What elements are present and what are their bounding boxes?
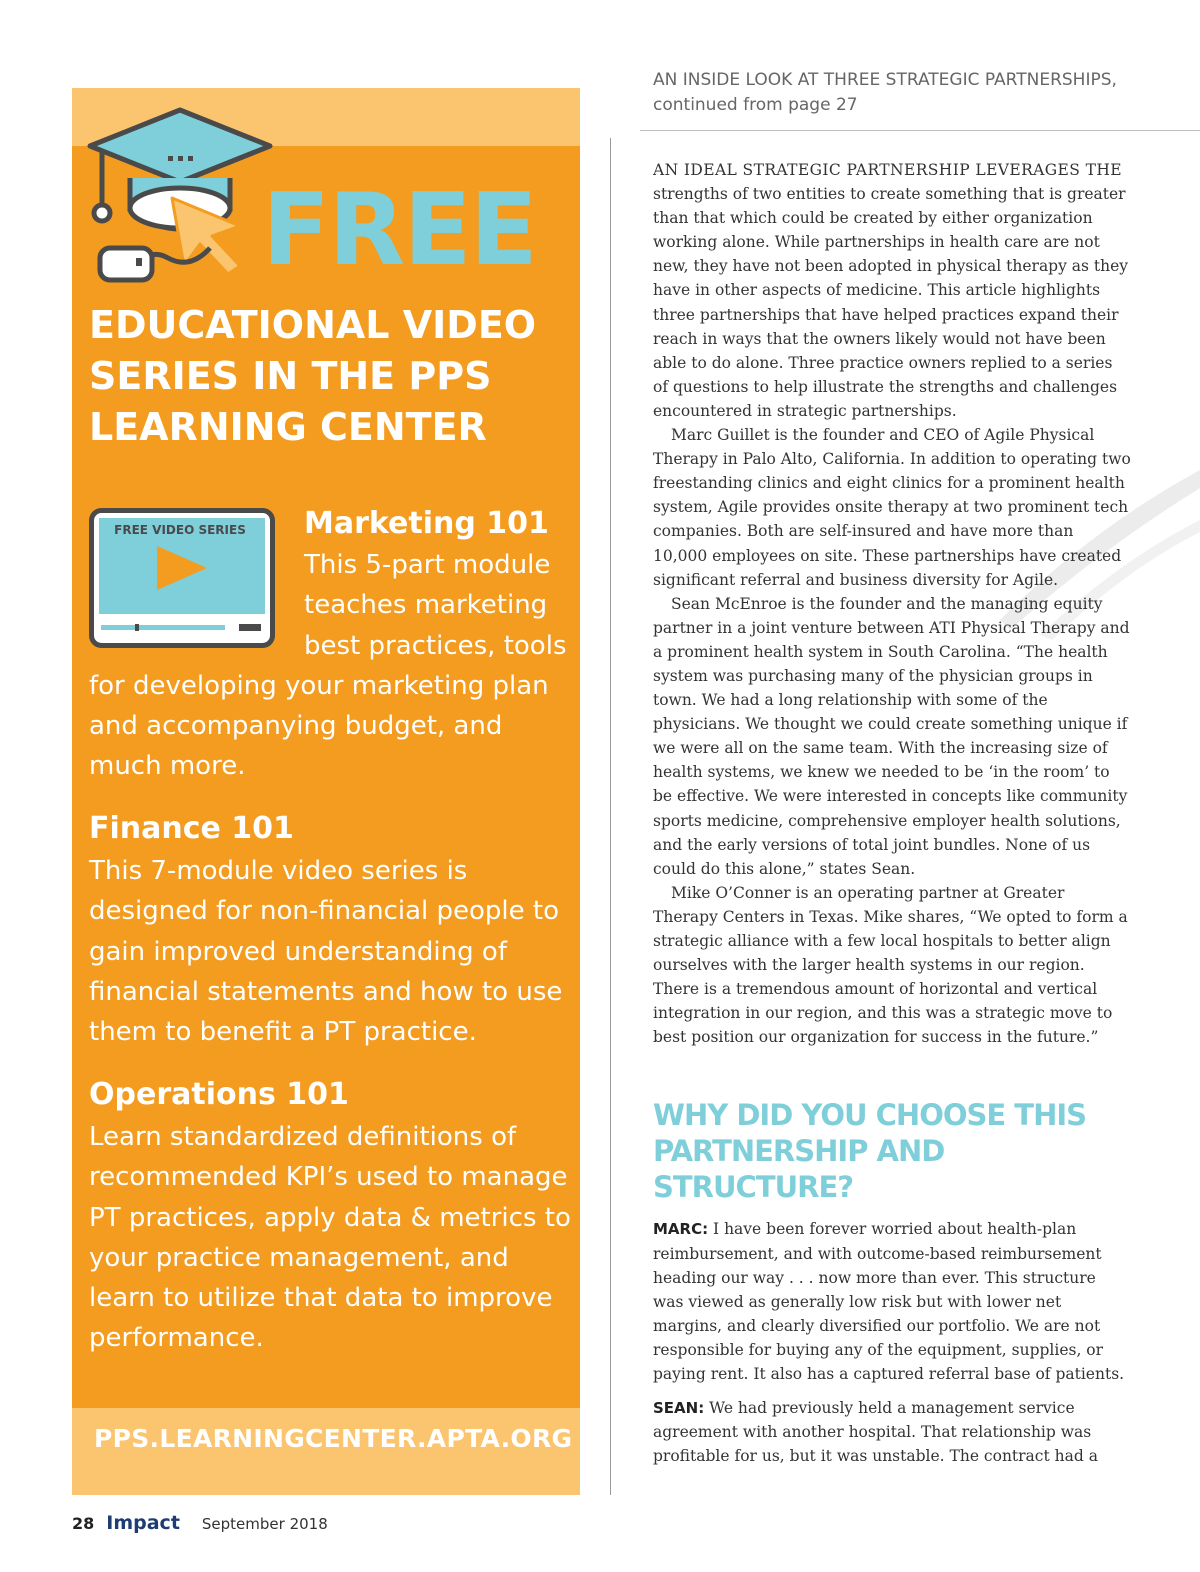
qa-marc (653, 1217, 1131, 1386)
learning-center-url[interactable]: PPS.LEARNINGCENTER.APTA.ORG (94, 1424, 573, 1453)
continued-from: continued from page 27 (653, 95, 858, 115)
promo-heading: EDUCATIONAL VIDEO SERIES IN THE PPS LEARNING CENTER (89, 303, 537, 449)
module-desc-marketing (89, 545, 575, 787)
qa-answer-sean: We had previously held a management service agreement with another hospital. That relationship was profitable for us, but it was unstable. The contract had a (653, 1399, 1098, 1466)
module-desc-finance: This 7-module video series is designed for non-financial people to gain improved understanding of financial statements and how to use them to benefit a PT practice. (89, 856, 563, 1048)
article-paragraph-3: Sean McEnroe is the founder and the managing equity partner in a joint venture between ATI Physical Therapy and a prominent health system in South Carolina. “The health system was purchasing many of the physician groups in town. We had a long relationship with some of the physicians. We thought we could create something unique if we were all on the same team. With the increasing size of health systems, we knew we needed to be ‘in the room’ to be effective. We were interested in concepts like community sports medicine, comprehensive employer health solutions, and the early versions of total joint bundles. None of us could do this alone,” states Sean. (653, 594, 1130, 878)
continued-title: AN INSIDE LOOK AT THREE STRATEGIC PARTNERSHIPS, (653, 70, 1117, 90)
module-desc-marketing-text: This 5-part module teaches marketing best practices, tools for developing your marketing plan and accompanying budget, and much more. (89, 550, 567, 782)
article-paragraph-1-text: strengths of two entities to create something that is greater than that which could be created by either organization working alone. While partnerships in health care are not new, they have not been adopted in physical therapy as they have in other aspects of medicine. This article highlights three partnerships that have helped practices expand their reach in ways that the owners likely would not have been able to do alone. Three practice owners replied to a series of questions to help illustrate the strengths and challenges encountered in strategic partnerships. (653, 185, 1129, 420)
header-rule (640, 130, 1200, 131)
module-title-marketing: Marketing 101 (304, 506, 549, 541)
issue-date: September 2018 (201, 1515, 328, 1533)
page-footer (72, 1512, 328, 1540)
continued-header (653, 68, 1117, 118)
magazine-name: Impact (106, 1512, 180, 1534)
article-paragraph-1 (653, 158, 1131, 423)
column-divider (610, 138, 611, 1495)
article-lead-caps: AN IDEAL STRATEGIC PARTNERSHIP LEVERAGES THE (653, 161, 1122, 179)
qa-speaker-sean: SEAN: (653, 1399, 705, 1418)
page-number: 28 (72, 1514, 95, 1533)
video-badge: FREE VIDEO SERIES (114, 523, 246, 537)
section-heading: WHY DID YOU CHOOSE THIS PARTNERSHIP AND STRUCTURE? (653, 1098, 1087, 1205)
qa-sean (653, 1396, 1131, 1468)
article-column (653, 158, 1131, 1478)
qa-speaker-marc: MARC: (653, 1220, 709, 1239)
qa-answer-marc: I have been forever worried about health-plan reimbursement, and with outcome-based reimbursement heading our way . . . now more than ever. This structure was viewed as generally low risk but with lower net margins, and clearly diversified our portfolio. We are not responsible for buying any of the equipment, supplies, or paying rent. It also has a captured referral base of patients. (653, 1220, 1125, 1384)
free-label: FREE (262, 171, 536, 288)
module-title-finance: Finance 101 (89, 811, 294, 846)
module-title-operations: Operations 101 (89, 1077, 349, 1112)
article-paragraph-2: Marc Guillet is the founder and CEO of Agile Physical Therapy in Palo Alto, California. In addition to operating two freestanding clinics and eight clinics for a prominent health system, Agile provides onsite therapy at two prominent tech companies. Both are self-insured and have more than 10,000 employees on site. These partnerships have created significant referral and business diversity for Agile. (653, 426, 1131, 589)
video-icon-wrap-spacer (89, 545, 304, 665)
graduation-cap-mouse-icon (80, 98, 280, 283)
article-paragraph-4: Mike O’Conner is an operating partner at Greater Therapy Centers in Texas. Mike shares, “We opted to form a strategic alliance with a few local hospitals to better align ourselves with the larger health systems in our region. There is a tremendous amount of horizontal and vertical integration in our region, and this was a strategic move to best position our organization for success in the future.” (653, 883, 1128, 1047)
module-desc-operations: Learn standardized definitions of recommended KPI’s used to manage PT practices, apply data & metrics to your practice management, and learn to utilize that data to improve performance. (89, 1122, 571, 1354)
learning-center-promo (72, 88, 580, 1495)
